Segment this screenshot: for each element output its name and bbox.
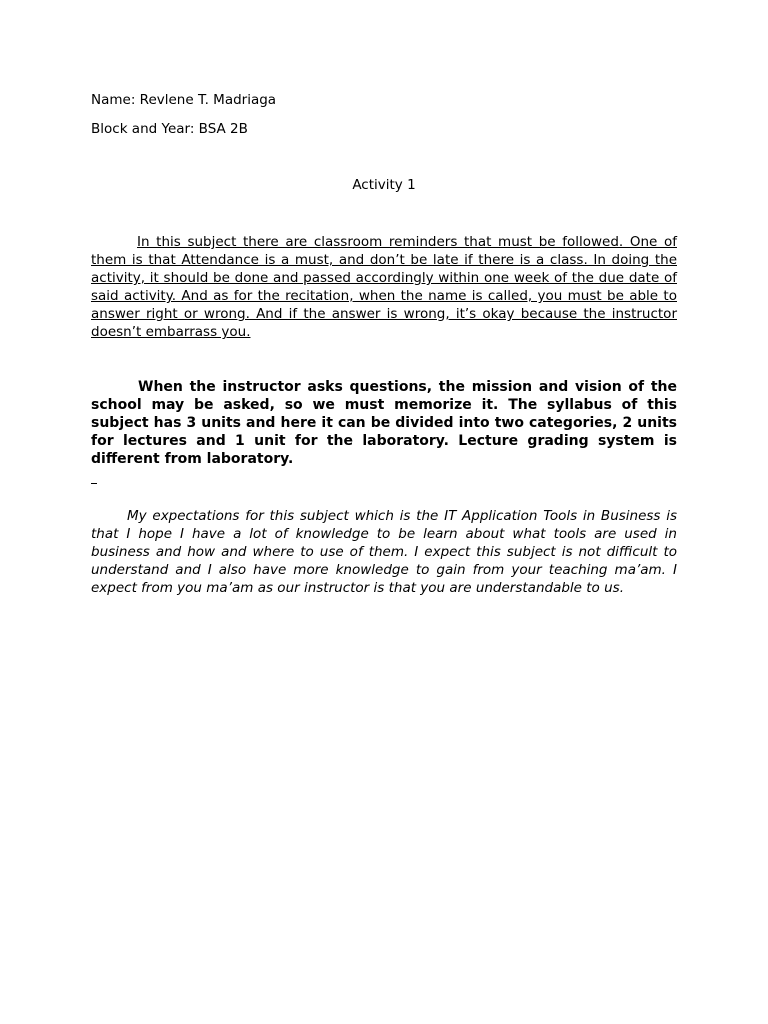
block-and-year: Block and Year: BSA 2B xyxy=(91,121,248,137)
paragraph-text: When the instructor asks questions, the mission and vision of the school may be asked, so we must memorize it. The syllabus of this subject has 3 units and here it can be divided into two categories, 2 units for lectures and 1 unit for the laboratory. Lecture grading system is different from laboratory. xyxy=(91,379,677,467)
paragraph-text: In this subject there are classroom reminders that must be followed. One of them is that Attendance is a must, and don’t be late if there is a class. In doing the activity, it should be done and passed accordingly within one week of the due date of said activity. And as for the recitation, when the name is called, you must be able to answer right or wrong. And if the answer is wrong, it’s okay because the instructor doesn’t embarrass you. xyxy=(91,234,677,340)
paragraph-syllabus xyxy=(91,378,677,468)
paragraph-expectations xyxy=(91,507,677,597)
student-name: Name: Revlene T. Madriaga xyxy=(91,92,277,108)
page-title: Activity 1 xyxy=(352,177,416,193)
paragraph-classroom-reminders xyxy=(91,233,677,341)
stray-underline-mark xyxy=(91,483,97,484)
paragraph-text: My expectations for this subject which is the IT Application Tools in Business is that I hope I have a lot of knowledge to be learn about what tools are used in business and how and where to use of them. I expect this subject is not difficult to understand and I also have more knowledge to gain from your teaching ma’am. I expect from you ma’am as our instructor is that you are understandable to us. xyxy=(91,508,677,596)
